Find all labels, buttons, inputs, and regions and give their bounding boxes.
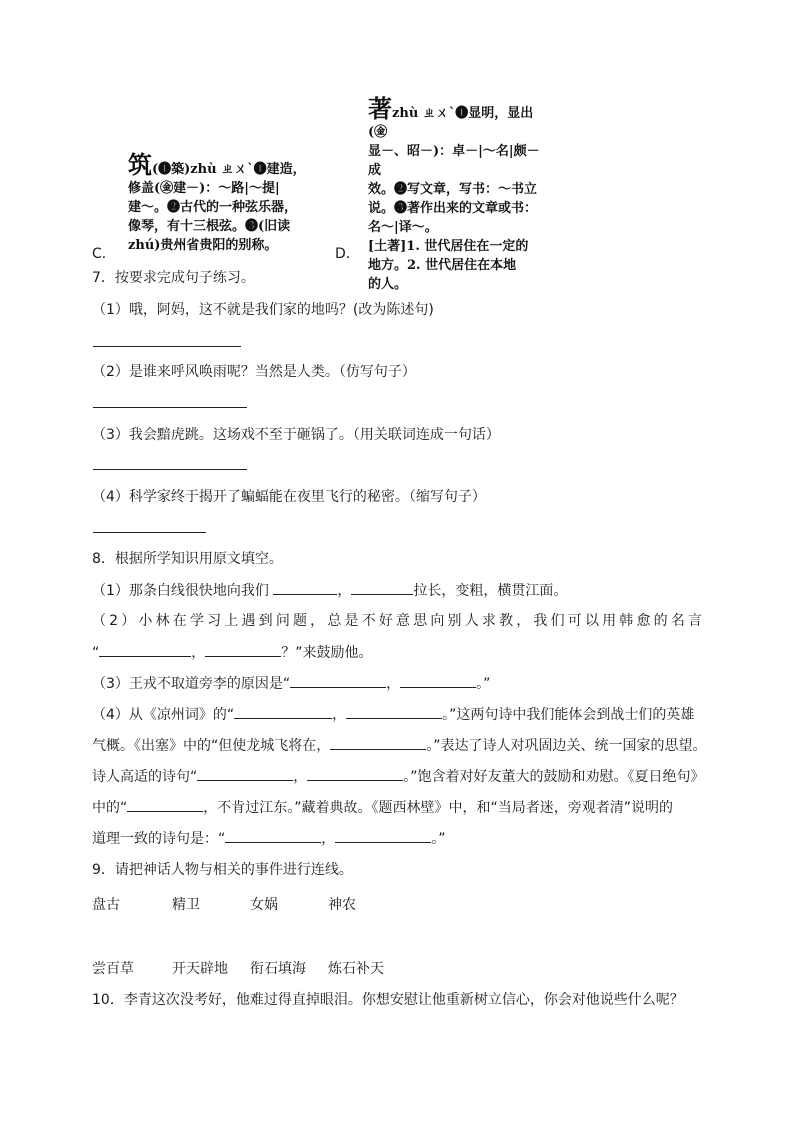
question-8-item-2-cont: “ ， ？”来鼓励他。 bbox=[92, 642, 373, 663]
question-7-title: 7．按要求完成句子练习。 bbox=[92, 270, 255, 286]
myth-event[interactable]: 衔石填海 bbox=[250, 961, 306, 977]
entry-c-line-5: zhú)贵州省贵阳的别称。 bbox=[128, 238, 278, 253]
myth-event[interactable]: 开天辟地 bbox=[172, 961, 228, 977]
fill-blank[interactable] bbox=[290, 673, 386, 688]
entry-c-line-4: 像琴，有十三根弦。❸(旧读 bbox=[128, 219, 291, 234]
question-7-item-1: （1）哦，阿妈，这不就是我们家的地吗？(改为陈述句) bbox=[92, 302, 434, 318]
myth-person[interactable]: 女娲 bbox=[250, 897, 278, 913]
myth-event[interactable]: 炼石补天 bbox=[328, 961, 384, 977]
entry-d-line-8: 的人。 bbox=[368, 277, 408, 292]
fill-blank[interactable] bbox=[307, 766, 403, 781]
question-7-item-4: （4）科学家终于揭开了蝙蝠能在夜里飞行的秘密。（缩写句子） bbox=[92, 489, 486, 505]
question-8-item-3: （3）王戎不取道旁李的原因是“ ， 。” bbox=[92, 673, 490, 694]
fill-blank[interactable] bbox=[205, 642, 281, 657]
fill-blank[interactable] bbox=[330, 735, 426, 750]
entry-d-char: 著 bbox=[368, 94, 392, 123]
question-9-title: 9．请把神话人物与相关的事件进行连线。 bbox=[92, 862, 353, 878]
option-d-label: D． bbox=[335, 246, 360, 262]
question-8-item-4-line-5: 道理一致的诗句是：“ ， 。” bbox=[92, 828, 446, 849]
entry-d-line-3: 效。❷写文章，写书：～书立 bbox=[368, 182, 538, 197]
question-8-item-4-line-3: 诗人高适的诗句“ ， 。”饱含着对好友董大的鼓励和劝慰。《夏日绝句》 bbox=[92, 766, 705, 787]
myth-person[interactable]: 神农 bbox=[328, 897, 356, 913]
question-7-item-2: （2）是谁来呼风唤雨呢？当然是人类。（仿写句子） bbox=[92, 364, 416, 380]
entry-d-line-2: 显－、昭－)：卓－|～名|颇－成 bbox=[368, 144, 540, 178]
entry-d-line-4: 说。❸著作出来的文章或书： bbox=[368, 201, 538, 216]
entry-d-line-7: 地方。2. 世代居住在本地 bbox=[368, 258, 517, 273]
entry-c-char: 筑 bbox=[128, 150, 152, 179]
fill-blank[interactable] bbox=[197, 766, 293, 781]
entry-d-line-1: zhù ㄓㄨˋ❶显明，显出(㊎ bbox=[368, 106, 534, 140]
question-8-item-4-line-2: 气概。《出塞》中的“但使龙城飞将在， 。”表达了诗人对巩固边关、统一国家的思望。 bbox=[92, 735, 707, 756]
myth-event[interactable]: 尝百草 bbox=[92, 961, 134, 977]
question-8-item-4-line-4: 中的“ ，不肯过江东。”藏着典故。《题西林壁》中，和“当局者迷，旁观者清”说明的 bbox=[92, 797, 673, 818]
myth-person[interactable]: 盘古 bbox=[92, 897, 120, 913]
entry-d-line-5: 名～|译～。 bbox=[368, 220, 438, 235]
fill-blank[interactable] bbox=[351, 580, 413, 595]
answer-line-7-2[interactable] bbox=[93, 407, 247, 408]
answer-line-7-1[interactable] bbox=[93, 346, 241, 347]
fill-blank[interactable] bbox=[273, 580, 337, 595]
entry-c-line-2: 修盖(㊎建－)：～路|～提| bbox=[128, 181, 280, 196]
entry-d-line-6: [土著]1. 世代居住在一定的 bbox=[368, 239, 529, 254]
dictionary-entry-c bbox=[128, 152, 306, 255]
question-7-item-3: （3）我会黯虎跳。这场戏不至于砸锅了。（用关联词连成一句话） bbox=[92, 427, 500, 443]
question-8-title: 8．根据所学知识用原文填空。 bbox=[92, 551, 283, 567]
question-8-item-2: （2）小林在学习上遇到问题，总是不好意思向别人求教，我们可以用韩愈的名言 bbox=[92, 613, 702, 629]
fill-blank[interactable] bbox=[127, 797, 203, 812]
entry-c-line-1: (❶築)zhù ㄓㄨˋ❶建造， bbox=[152, 162, 306, 177]
fill-blank[interactable] bbox=[335, 828, 431, 843]
fill-blank[interactable] bbox=[234, 704, 332, 719]
answer-line-7-3[interactable] bbox=[93, 469, 247, 470]
question-8-item-1: （1）那条白线很快地向我们 ， 拉长，变粗，横贯江面。 bbox=[92, 580, 567, 601]
fill-blank[interactable] bbox=[225, 828, 321, 843]
myth-person[interactable]: 精卫 bbox=[172, 897, 200, 913]
fill-blank[interactable] bbox=[99, 642, 191, 657]
dictionary-entry-d bbox=[368, 96, 548, 294]
question-8-item-4: （4）从《凉州词》的“ ， 。”这两句诗中我们能体会到战士们的英雄 bbox=[92, 704, 694, 725]
option-c-label: C． bbox=[92, 246, 116, 262]
question-10-title: 10．李青这次没考好，他难过得直掉眼泪。你想安慰让他重新树立信心，你会对他说些什么呢？ bbox=[92, 992, 684, 1008]
fill-blank[interactable] bbox=[346, 704, 442, 719]
fill-blank[interactable] bbox=[400, 673, 476, 688]
answer-line-7-4[interactable] bbox=[93, 532, 206, 533]
entry-c-line-3: 建～。❷古代的一种弦乐器， bbox=[128, 200, 298, 215]
